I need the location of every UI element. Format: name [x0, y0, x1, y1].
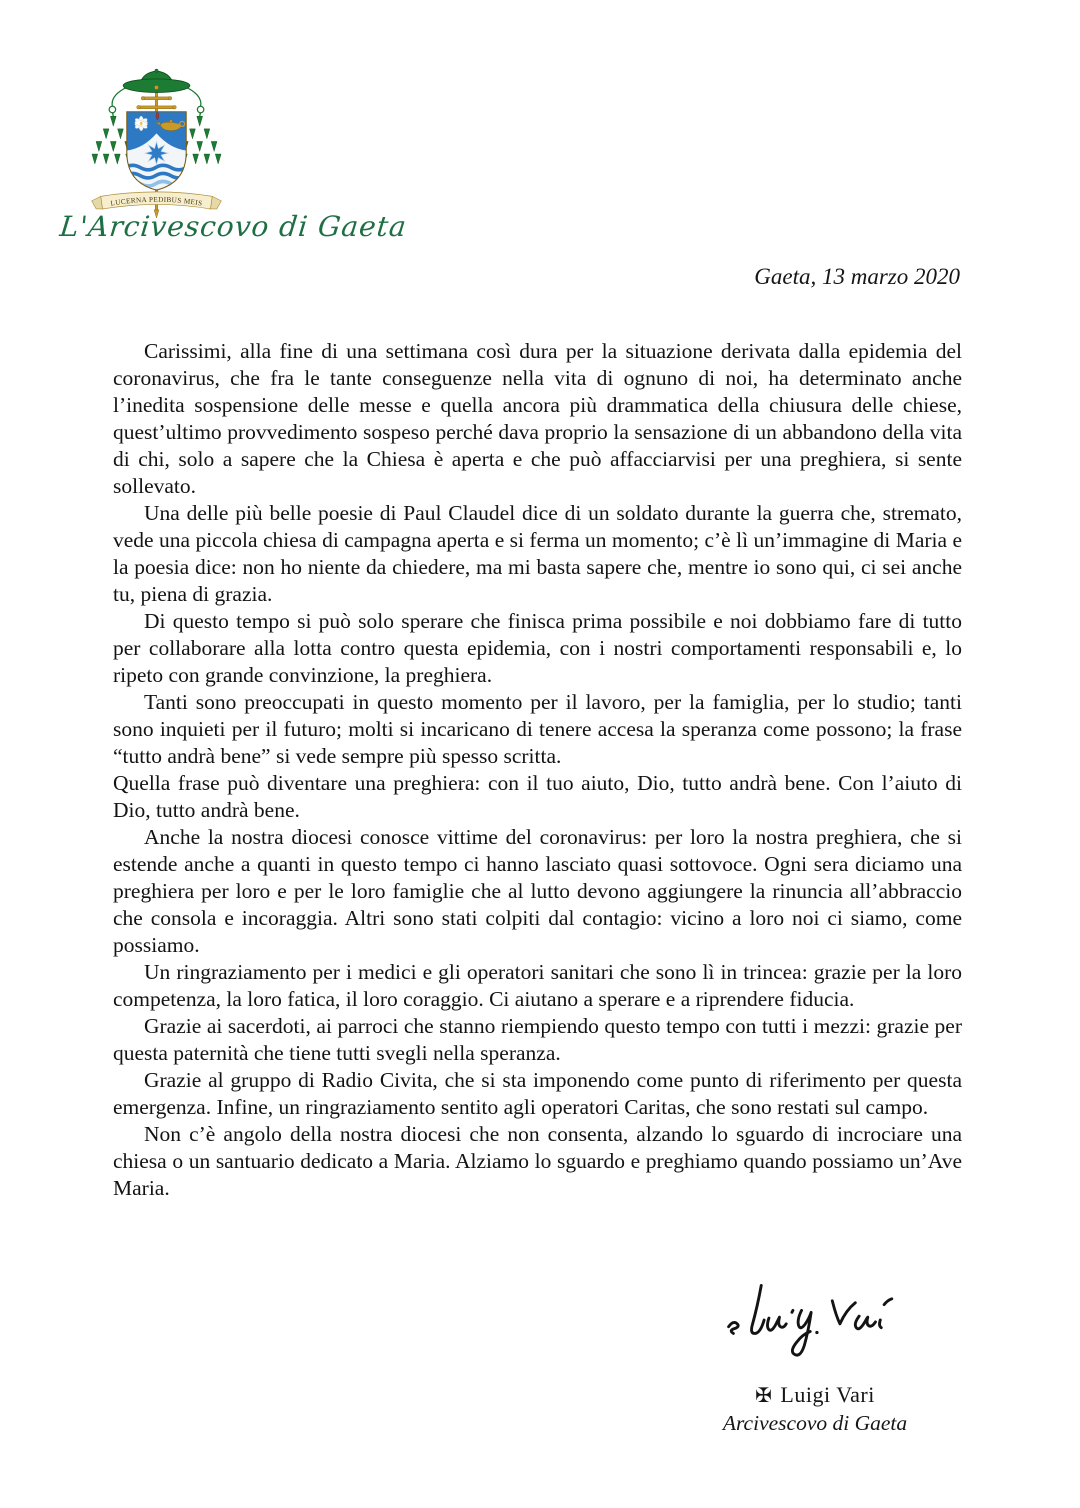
letter-paragraph: Tanti sono preoccupati in questo momento per il lavoro, per la famiglia, per lo studio; tanti sono inquieti per il futuro; molti si incaricano di tenere accesa la speranza come possono; la frase “tutto andrà bene” si vede sempre più spesso scritta. [113, 690, 962, 768]
signatory-name-line [660, 1382, 970, 1408]
signatory-name: Luigi Vari [780, 1382, 875, 1407]
heraldic-shield [125, 112, 186, 193]
episcopal-cross-icon: ✠ [755, 1385, 773, 1407]
letter-paragraph: Carissimi, alla fine di una settimana così dura per la situazione derivata dalla epidemia del coronavirus, che fra le tante conseguenze nella vita di ognuno di noi, ha determinato anche l’inedita sospensione delle messe e quella ancora più drammatica della chiusura delle chiese, quest’ultimo provvedimento sospeso perché dava proprio la sensazione di un abbandono della vita di chi, solo a sapere che la Chiesa è aperta e che può affacciarvisi per una preghiera, si sente sollevato. [113, 339, 962, 498]
coat-of-arms [89, 62, 224, 220]
dateline: Gaeta, 13 marzo 2020 [754, 264, 960, 289]
letter-paragraph: Non c’è angolo della nostra diocesi che non consenta, alzando lo sguardo di incrociare una chiesa o un santuario dedicato a Maria. Alziamo lo sguardo e preghiamo quando possiamo un’Ave Maria. [113, 1122, 962, 1200]
letter-paragraph: Grazie al gruppo di Radio Civita, che si sta imponendo come punto di riferimento per questa emergenza. Infine, un ringraziamento sentito agli operatori Caritas, che sono restati sul campo. [113, 1068, 962, 1119]
sender-script-title: L'Arcivescovo di Gaeta [58, 210, 409, 243]
star-icon [145, 141, 168, 164]
handwritten-signature [715, 1272, 915, 1368]
signature-block [660, 1272, 970, 1436]
letter-paragraph: Un ringraziamento per i medici e gli operatori sanitari che sono lì in trincea: grazie per la loro competenza, la loro fatica, il loro coraggio. Ci aiutano a sperare e a riprendere fiducia. [113, 960, 962, 1011]
signatory-title: Arcivescovo di Gaeta [722, 1411, 908, 1435]
coat-of-arms-icon [89, 62, 224, 220]
letter-paragraph: Quella frase può diventare una preghiera: con il tuo aiuto, Dio, tutto andrà bene. Con l’aiuto di Dio, tutto andrà bene. [113, 771, 962, 822]
letter-paragraph: Di questo tempo si può solo sperare che finisca prima possibile e noi dobbiamo fare di tutto per collaborare alla lotta contro questa epidemia, con i nostri comportamenti responsabili e, lo ripeto con grande convinzione, la preghiera. [113, 609, 962, 687]
letter-paragraph: Una delle più belle poesie di Paul Claudel dice di un soldato durante la guerra che, stremato, vede una piccola chiesa di campagna aperta e si ferma un momento; c’è lì un’immagine di Maria e la poesia dice: non ho niente da chiedere, ma mi basta sapere che, mentre io sono qui, ci sei anche tu, piena di grazia. [113, 501, 962, 606]
letter-body [113, 338, 962, 1202]
letter-paragraph: Grazie ai sacerdoti, ai parroci che stanno riempiendo questo tempo con tutti i mezzi: grazie per questa paternità che tiene tutti svegli nella speranza. [113, 1014, 962, 1065]
motto-text: LUCERNA PEDIBUS MEIS [109, 195, 204, 208]
lily-icon [134, 116, 148, 130]
letter-paragraph: Anche la nostra diocesi conosce vittime del coronavirus: per loro la nostra preghiera, che si estende anche a quanti in questo tempo ci hanno lasciato quasi sottovoce. Ogni sera diciamo una preghiera per loro e per le loro famiglie che al lutto devono aggiungere la rinuncia all’abbraccio che consola e incoraggia. Altri sono stati colpiti dal contagio: vicino a loro noi ci siamo, come possiamo. [113, 825, 962, 957]
